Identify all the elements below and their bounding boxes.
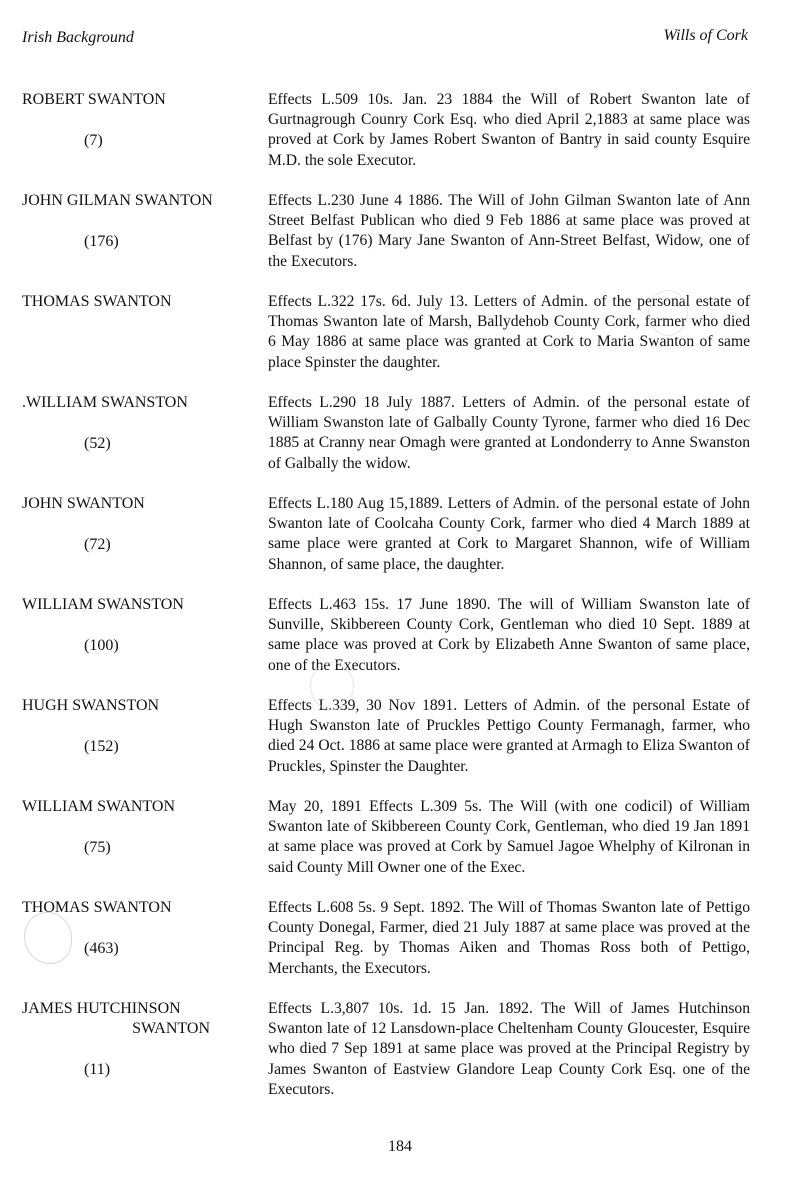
entry-name: HUGH SWANSTON	[22, 697, 160, 714]
entry-name: JOHN GILMAN SWANTON	[22, 192, 213, 209]
page-number: 184	[388, 1138, 412, 1155]
entry-number: (176)	[84, 233, 119, 250]
entry-name-continuation: SWANTON	[132, 1020, 210, 1037]
entry-number: (75)	[84, 839, 111, 856]
will-entry	[0, 90, 800, 191]
entry-text: Effects L.322 17s. 6d. July 13. Letters of Admin. of the personal estate of Thomas Swanton late of Marsh, Ballydehob County Cork, farmer who died 6 May 1886 at same place was granted at Cork to Maria Swanton of same place Spinster the daughter.	[268, 293, 750, 371]
will-entry	[0, 797, 800, 898]
fingerprint-smudge	[648, 290, 688, 336]
entry-text: Effects L.463 15s. 17 June 1890. The will of William Swanston late of Sunville, Skibbereen County Cork, Gentleman who died 10 Sept. 1889 at same place was proved at Cork by Elizabeth Anne Swanton of same place, one of the Executors.	[268, 596, 750, 674]
will-entries-list	[0, 90, 800, 1100]
entry-text: Effects L.339, 30 Nov 1891. Letters of Admin. of the personal Estate of Hugh Swanston late of Pruckles Pettigo County Fermanagh, farmer, who died 24 Oct. 1886 at same place were granted at Armagh to Eliza Swanton of Pruckles, Spinster the Daughter.	[268, 697, 750, 775]
entry-text: Effects L.290 18 July 1887. Letters of Admin. of the personal estate of William Swanston late of Galbally County Tyrone, farmer who died 16 Dec 1885 at Cranny near Omagh were granted at Londonderry to Anne Swanston of Galbally the widow.	[268, 394, 750, 472]
entry-number: (72)	[84, 536, 111, 553]
will-entry	[0, 494, 800, 595]
entry-number: (100)	[84, 637, 119, 654]
will-entry	[0, 595, 800, 696]
entry-name: THOMAS SWANTON	[22, 899, 172, 916]
entry-text: May 20, 1891 Effects L.309 5s. The Will (with one codicil) of William Swanton late of Skibbereen County Cork, Gentleman, who died 19 Jan 1891 at same place was proved at Cork by Samuel Jagoe Whelphy of Kilronan in said County Mill Owner one of the Exec.	[268, 798, 750, 876]
will-entry	[0, 898, 800, 999]
entry-number: (11)	[84, 1061, 111, 1078]
entry-text: Effects L.3,807 10s. 1d. 15 Jan. 1892. The Will of James Hutchinson Swanton late of 12 Lansdown-place Cheltenham County Gloucester, Esquire who died 7 Sep 1891 at same place was proved at the Principal Registry by James Swanton of Eastview Glandore Leap County Cork Esq. one of the Executors.	[268, 1000, 750, 1098]
entry-name: .WILLIAM SWANSTON	[22, 394, 188, 411]
will-entry	[0, 999, 800, 1100]
entry-name: JOHN SWANTON	[22, 495, 145, 512]
will-entry	[0, 393, 800, 494]
entry-name: WILLIAM SWANSTON	[22, 596, 184, 613]
entry-name: ROBERT SWANTON	[22, 91, 166, 108]
will-entry	[0, 191, 800, 292]
running-header-right: Wills of Cork	[663, 27, 748, 44]
running-header-left: Irish Background	[22, 29, 134, 46]
entry-text: Effects L.230 June 4 1886. The Will of John Gilman Swanton late of Ann Street Belfast Publican who died 9 Feb 1886 at same place was proved at Belfast by (176) Mary Jane Swanton of Ann-Street Belfast, Widow, one of the Executors.	[268, 192, 750, 270]
fingerprint-smudge	[310, 662, 354, 710]
will-entry	[0, 696, 800, 797]
entry-name: WILLIAM SWANTON	[22, 798, 176, 815]
entry-text: Effects L.509 10s. Jan. 23 1884 the Will of Robert Swanton late of Gurtnagrough Counry Cork Esq. who died April 2,1883 at same place was proved at Cork by James Robert Swanton of Bantry in said county Esquire M.D. the sole Executor.	[268, 91, 750, 169]
entry-text: Effects L.180 Aug 15,1889. Letters of Admin. of the personal estate of John Swanton late of Coolcaha County Cork, farmer who died 4 March 1889 at same place were granted at Cork to Margaret Shannon, wife of William Shannon, of same place, the daughter.	[268, 495, 750, 573]
fingerprint-smudge	[24, 912, 72, 964]
entry-number: (152)	[84, 738, 119, 755]
entry-number: (7)	[84, 132, 103, 149]
entry-number: (52)	[84, 435, 111, 452]
entry-name: THOMAS SWANTON	[22, 293, 172, 310]
entry-text: Effects L.608 5s. 9 Sept. 1892. The Will of Thomas Swanton late of Pettigo County Donegal, Farmer, died 21 July 1887 at same place was proved at the Principal Reg. by Thomas Aiken and Thomas Ross both of Pettigo, Merchants, the Executors.	[268, 899, 750, 977]
entry-name: JAMES HUTCHINSON	[22, 1000, 181, 1017]
entry-number: (463)	[84, 940, 119, 957]
